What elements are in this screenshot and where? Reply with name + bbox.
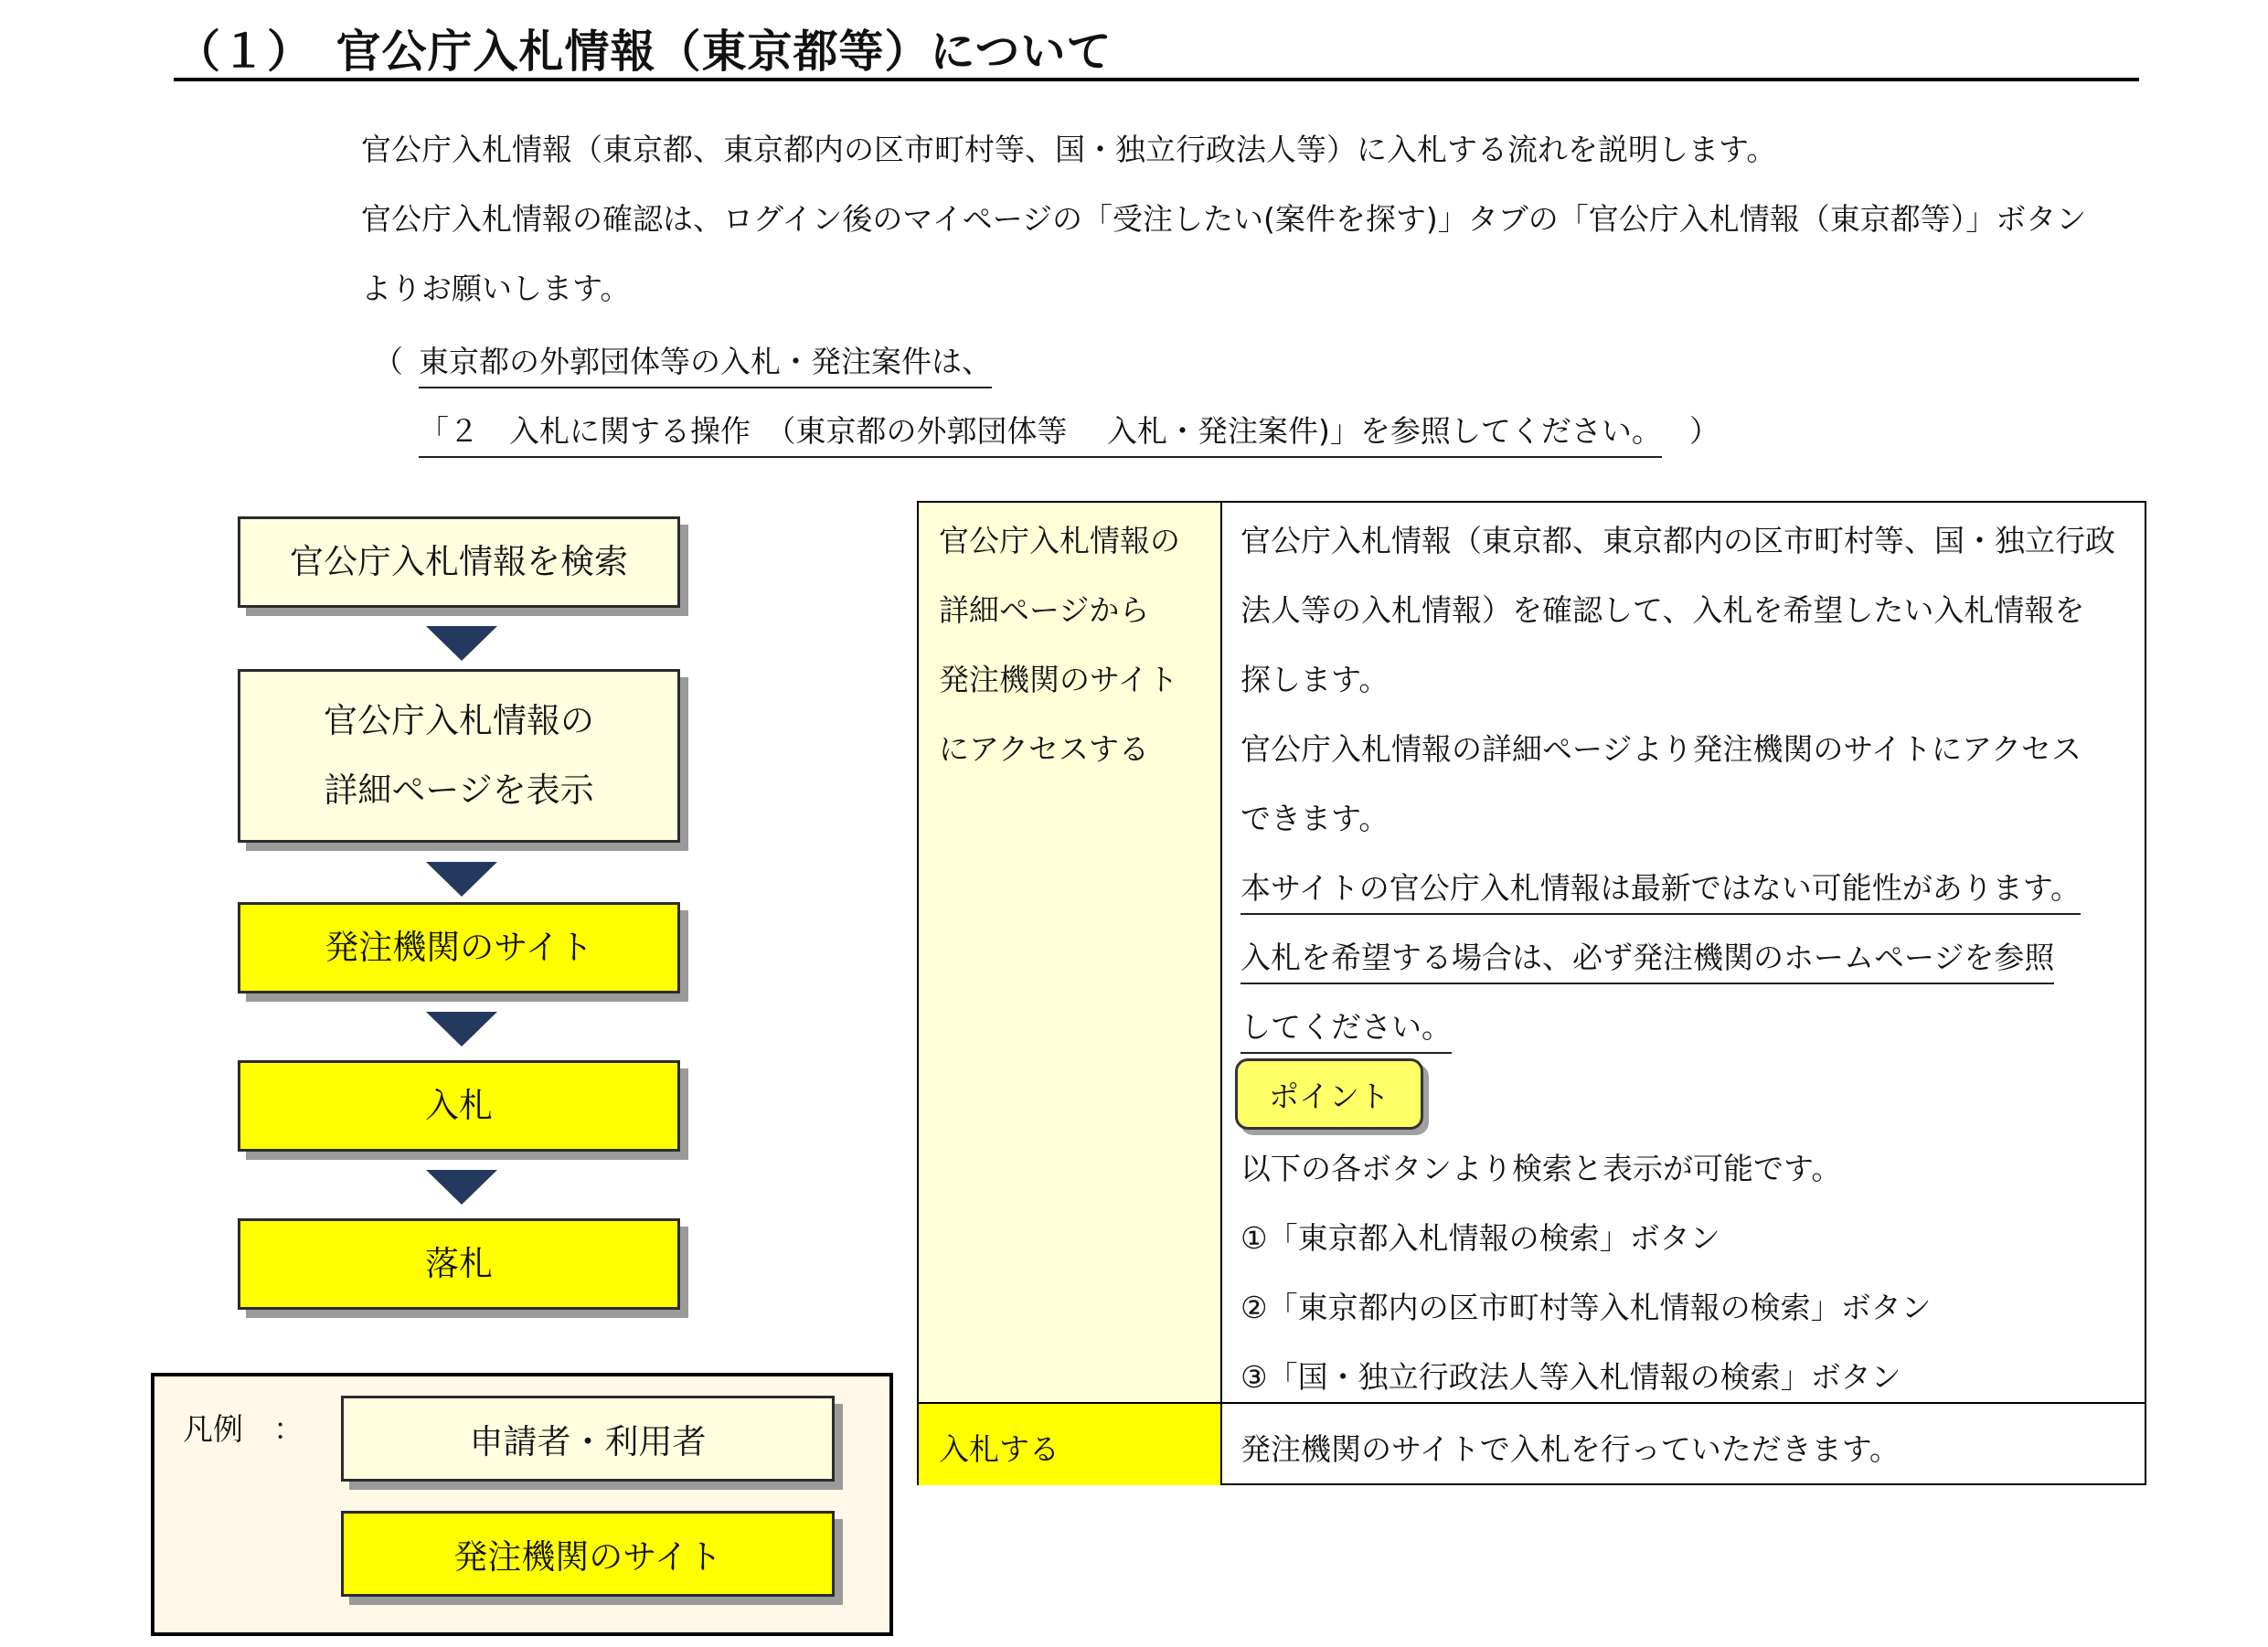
flow-arrow-1 bbox=[426, 626, 497, 661]
flow-step-site-label: 発注機関のサイト bbox=[325, 928, 593, 967]
note-line-1 bbox=[419, 338, 992, 388]
legend-site-box bbox=[341, 1511, 835, 1597]
warning-line-3 bbox=[1240, 1004, 1452, 1054]
table-column-divider bbox=[1220, 503, 1222, 1483]
row1-left-line-2: 詳細ページから bbox=[939, 592, 1150, 628]
row1-left-line-1: 官公庁入札情報の bbox=[939, 523, 1180, 558]
flow-step-site bbox=[238, 902, 680, 994]
flow-step-award bbox=[238, 1218, 680, 1310]
flow-step-bid-label: 入札 bbox=[425, 1086, 493, 1125]
flow-arrow-2 bbox=[426, 862, 497, 897]
flow-arrow-3 bbox=[426, 1012, 497, 1047]
flow-step-bid bbox=[238, 1060, 680, 1152]
heading-rule bbox=[174, 78, 2139, 81]
row1-right-line-4: 官公庁入札情報の詳細ページより発注機関のサイトにアクセス bbox=[1240, 731, 2082, 767]
flow-step-award-label: 落札 bbox=[425, 1244, 493, 1283]
page-heading: （１） 官公庁入札情報（東京都等）について bbox=[176, 26, 1113, 78]
flow-step-detail-line-1: 官公庁入札情報の bbox=[324, 701, 594, 740]
row1-right-line-3: 探します。 bbox=[1240, 662, 1390, 697]
point-line-2: ①「東京都入札情報の検索」ボタン bbox=[1240, 1220, 1720, 1256]
flow-step-detail bbox=[238, 669, 680, 843]
warning-line-1 bbox=[1240, 865, 2081, 915]
note-open-paren: （ bbox=[373, 344, 403, 379]
legend-user-box bbox=[341, 1396, 835, 1482]
table-row-divider bbox=[919, 1402, 2145, 1404]
row1-right-line-5: できます。 bbox=[1240, 801, 1390, 836]
row1-right-line-1: 官公庁入札情報（東京都、東京都内の区市町村等、国・独立行政 bbox=[1240, 523, 2115, 558]
intro-line-1: 官公庁入札情報（東京都、東京都内の区市町村等、国・独立行政法人等）に入札する流れを説明します。 bbox=[361, 132, 1777, 167]
note-close-paren: ） bbox=[1689, 413, 1720, 449]
point-badge-label: ポイント bbox=[1269, 1078, 1390, 1114]
row1-left-line-4: にアクセスする bbox=[939, 731, 1150, 767]
note-line-1-text: 東京都の外郭団体等の入札・発注案件は、 bbox=[419, 338, 992, 388]
point-line-4: ③「国・独立行政法人等入札情報の検索」ボタン bbox=[1240, 1359, 1901, 1395]
note-line-2-text: 「２ 入札に関する操作 （東京都の外郭団体等 入札・発注案件)」を参照してください。 bbox=[419, 408, 1662, 458]
intro-line-3: よりお願いします。 bbox=[361, 271, 631, 306]
intro-line-2: 官公庁入札情報の確認は、ログイン後のマイページの「受注したい(案件を探す)」タブの「官公庁入札情報（東京都等）」ボタン bbox=[361, 201, 2087, 237]
warning-line-2 bbox=[1240, 934, 2054, 984]
warning-line-1-text: 本サイトの官公庁入札情報は最新ではない可能性があります。 bbox=[1240, 865, 2081, 915]
note-line-2 bbox=[419, 408, 1662, 458]
point-line-1: 以下の各ボタンより検索と表示が可能です。 bbox=[1240, 1151, 1842, 1186]
legend-site-label: 発注機関のサイト bbox=[453, 1537, 722, 1577]
flow-step-detail-line-2: 詳細ページを表示 bbox=[324, 770, 594, 810]
point-badge bbox=[1235, 1058, 1423, 1130]
flow-step-search-label: 官公庁入札情報を検索 bbox=[290, 542, 628, 581]
row2-left-text: 入札する bbox=[939, 1431, 1059, 1467]
legend-user-label: 申請者・利用者 bbox=[469, 1422, 707, 1461]
table-row1-left-cell bbox=[919, 503, 1220, 1402]
row2-right-text: 発注機関のサイトで入札を行っていただきます。 bbox=[1240, 1431, 1901, 1467]
description-table bbox=[917, 501, 2146, 1485]
flow-arrow-4 bbox=[426, 1170, 497, 1205]
row1-right-line-2: 法人等の入札情報）を確認して、入札を希望したい入札情報を bbox=[1240, 592, 2085, 628]
warning-line-3-text: してください。 bbox=[1240, 1004, 1452, 1054]
flow-step-search bbox=[238, 516, 680, 608]
legend-label: 凡例 ： bbox=[183, 1411, 303, 1447]
point-line-3: ②「東京都内の区市町村等入札情報の検索」ボタン bbox=[1240, 1290, 1932, 1325]
warning-line-2-text: 入札を希望する場合は、必ず発注機関のホームページを参照 bbox=[1240, 934, 2054, 984]
row1-left-line-3: 発注機関のサイト bbox=[939, 662, 1178, 697]
